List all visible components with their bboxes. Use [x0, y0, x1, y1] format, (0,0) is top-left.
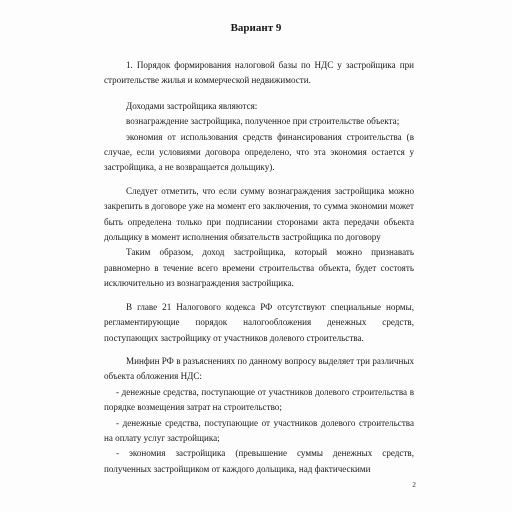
list-item-cost-recovery: - денежные средства, поступающие от участников долевого строительства в порядке возмещения затрат на строительство; — [104, 386, 414, 413]
page-number: 2 — [412, 480, 416, 489]
paragraph-income-intro: Доходами застройщика являются: — [126, 100, 258, 111]
paragraph-income-savings: экономия от использования средств финансирования строительства (в случае, если условиями договора определено, что эта экономия остается у застройщика, а не возвращается дольщику). — [104, 131, 414, 173]
document-body — [104, 58, 414, 477]
paragraph-tax-code: В главе 21 Налогового кодекса РФ отсутствуют специальные нормы, регламентирующие порядок налогообложения денежных средств, поступающих застройщику от участников долевого строительства. — [104, 301, 414, 343]
paragraph-note: Следует отметить, что если сумму вознаграждения застройщика можно закрепить в договоре уже на момент его заключения, то сумма экономии может быть определена только при подписании сторонами акта передачи объекта дольщику в момент исполнения обязательств застройщика по договору — [104, 185, 414, 243]
paragraph-conclusion: Таким образом, доход застройщика, который можно признавать равномерно в течение всего времени строительства объекта, будет состоять исключительно из вознаграждения застройщика. — [104, 247, 414, 289]
paragraph-income-reward: вознаграждение застройщика, полученное при строительстве объекта; — [126, 116, 400, 127]
list-item-developer-savings: - экономия застройщика (превышение суммы денежных средств, полученных застройщиком от каждого дольщика, над фактическими — [104, 448, 414, 474]
document-title: Вариант 9 — [230, 22, 282, 34]
paragraph-question: 1. Порядок формирования налоговой базы по НДС у застройщика при строительстве жилья и коммерческой недвижимости. — [104, 60, 414, 86]
paragraph-minfin: Минфин РФ в разъяснениях по данному вопросу выделяет три различных объекта обложения НДС: — [104, 355, 414, 382]
list-item-service-payment: - денежные средства, поступающие от участников долевого строительства на оплату услуг застройщика; — [104, 417, 414, 443]
